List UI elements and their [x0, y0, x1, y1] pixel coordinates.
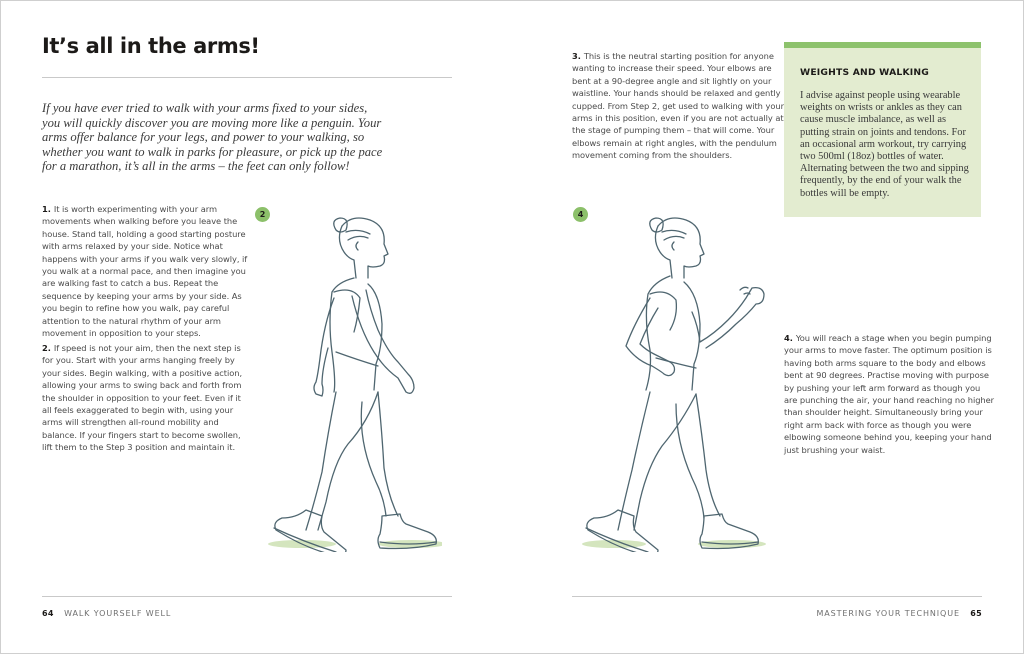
figure-badge: 2 — [255, 207, 270, 222]
walking-figure-illustration — [262, 212, 442, 552]
right-footer — [816, 609, 982, 618]
step-2 — [42, 342, 248, 454]
figure-badge: 4 — [573, 207, 588, 222]
step-text: This is the neutral starting position for anyone wanting to increase their speed. Your elbows are bent at a 90-degree angle and sit lightly on your waistline. Your hands should be relaxed and gently cupped. From Step 2, get used to walking with your arms in this position, even if you are not actually at the stage of pumping them – that will come. Your elbows remain at right angles, with the pendulum movement coming from the shoulders. — [572, 51, 784, 161]
title-rule — [42, 77, 452, 78]
step-text: If speed is not your aim, then the next step is for you. Start with your arms hanging freely by your sides. Begin walking, with a positive action, allowing your arms to swing back and forth from the shoulder in opposition to your feet. Even if it all feels exaggerated to begin with, using your arms will strengthen all-round mobility and balance. If your fingers start to become swollen, lift them to the Step 3 position and maintain it. — [42, 343, 243, 453]
intro-paragraph: If you have ever tried to walk with your arms fixed to your sides, you will quickly discover you are moving more like a penguin. Your arms offer balance for your legs, and power to your walking, so whether you want to walk in parks for pleasure, or pick up the pace for a marathon, it’s all in the arms – the feet can only follow! — [42, 101, 383, 174]
right-page — [512, 0, 1024, 654]
step-1 — [42, 203, 248, 339]
footer-rule — [42, 596, 452, 597]
step-number: 1. — [42, 204, 51, 214]
step-number: 4. — [784, 333, 793, 343]
left-footer — [42, 609, 171, 618]
step-number: 2. — [42, 343, 51, 353]
step-text: It is worth experimenting with your arm movements when walking before you leave the house. Stand tall, holding a good starting posture with arms relaxed by your side. Notice what happens with your arms if you walk very slowly, if you walk at a normal pace, and then imagine you are walking fast to catch a bus. Repeat the sequence by keeping your arms by your side. As you begin to refine how you walk, pay careful attention to the natural rhythm of your arm movement in opposition to your steps. — [42, 204, 248, 339]
callout-title: WEIGHTS AND WALKING — [800, 67, 930, 78]
step-4 — [784, 332, 996, 456]
running-head: WALK YOURSELF WELL — [64, 609, 172, 618]
weights-callout-box — [784, 42, 981, 217]
footer-rule — [572, 596, 982, 597]
step-number: 3. — [572, 51, 581, 61]
step-3 — [572, 50, 784, 162]
running-head: MASTERING YOUR TECHNIQUE — [816, 609, 960, 618]
page-title: It’s all in the arms! — [42, 34, 260, 58]
page-number: 65 — [970, 609, 982, 618]
page-number: 64 — [42, 609, 54, 618]
step-text: You will reach a stage when you begin pumping your arms to move faster. The optimum position is having both arms square to the body and elbows bent at 90 degrees. Practise moving with purpose by pushing your left arm forward as though you are punching the air, your hand reaching no higher than shoulder height. Simultaneously bring your right arm back with force as though you were elbowing someone behind you, keeping your hand just brushing your waist. — [784, 333, 995, 455]
callout-body: I advise against people using wearable weights on wrists or ankles as they can cause muscle imbalance, as well as putting strain on joints and tendons. For an occasional arm workout, try carrying two 500ml (18oz) bottles of water. Alternating between the two and sipping frequently, by the end of your walk the bottles will be empty. — [800, 90, 969, 199]
power-walking-figure-illustration — [580, 212, 770, 552]
